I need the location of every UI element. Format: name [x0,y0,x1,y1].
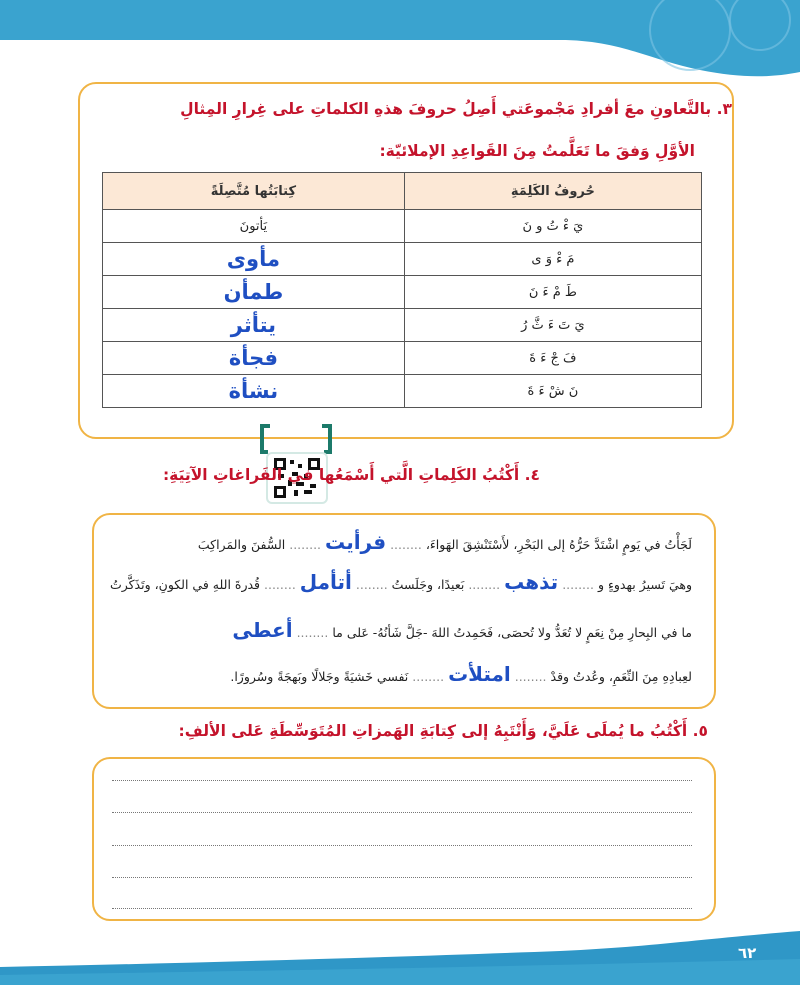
paragraph-line-2 [110,570,692,594]
paragraph-line-3 [232,618,692,642]
answer-cell[interactable]: طمأن [103,276,405,309]
paragraph-line-4 [230,662,692,686]
dots: ........ [296,625,329,640]
dots: ........ [562,577,594,592]
fill-blank[interactable]: امتلأت [448,662,511,686]
writing-line[interactable] [112,908,692,909]
letters-cell: يَ تَ ءَ ثَّ رُ [404,309,701,342]
page-number: ٦٢ [738,944,757,962]
text-segment: نَفسي خَشيَةً وجَلالًا وبَهجَةً وسُرورًا. [230,669,409,684]
quote-bracket-icon [258,424,272,454]
bottom-wave-decoration [0,925,800,985]
letters-cell: يَ ءْ تُ و نَ [404,210,701,243]
exercise-3-title-line1: ٣. بالتَّعاونِ معَ أفرادِ مَجْموعَتي أَصِلُ حروفَ هذهِ الكلماتِ على غِرارِ المِثالِ [180,100,732,118]
text-segment: لَجَأْتُ في يَومٍ اشْتَدَّ حَرُّهُ إلى البَحْرِ، لأَسْتَنْشِقَ الهَواءَ، [425,537,692,552]
writing-line[interactable] [112,877,692,878]
dots: ........ [355,577,388,592]
table-row [103,243,702,276]
paragraph-line-1 [198,530,692,554]
text-segment: بَعيدًا، وجَلَستُ [391,577,465,592]
writing-line[interactable] [112,845,692,846]
dots: ........ [390,537,422,552]
dots: ........ [289,537,322,552]
dots: ........ [514,669,547,684]
text-segment: قُدرةَ اللهِ في الكونِ، وتَذَكَّرتُ [109,577,261,592]
text-segment: لعِبادِهِ مِنَ النِّعَمِ، وعُدتُ وقدْ [550,669,692,684]
header-written: كِتابَتُها مُتَّصِلَةً [103,173,405,210]
table-row [103,276,702,309]
exercise-3-title-line2: الأوَّلِ وَفقَ ما تَعَلَّمتُ مِنَ القَواعِدِ الإملائيّة: [379,142,695,160]
fill-blank[interactable]: تذهب [504,570,559,594]
exercise-5-card [92,757,716,921]
writing-line[interactable] [112,812,692,813]
header-letters: حُروفُ الكَلِمَةِ [404,173,701,210]
answer-cell[interactable]: نشأة [103,375,405,408]
table-header-row [103,173,702,210]
dots: ........ [468,577,501,592]
letters-cell: نَ شْ ءَ ةَ [404,375,701,408]
text-segment: السُّفنَ والمَراكِبَ [197,537,286,552]
table-row [103,309,702,342]
answer-cell[interactable]: فجأة [103,342,405,375]
answer-cell[interactable]: مأوى [103,243,405,276]
letters-cell: فَ جْ ءَ ةَ [404,342,701,375]
letters-table [102,172,702,408]
writing-line[interactable] [112,780,692,781]
dots: ........ [412,669,445,684]
letters-cell: طَ مْ ءَ نَ [404,276,701,309]
top-wave-decoration [0,0,800,95]
exercise-5-title: ٥. أَكْتُبُ ما يُملَى عَلَيَّ، وَأَنْتَبِهُ إلى كِتابَةِ الهَمزاتِ المُتَوَسِّطَةِ عَلى الألفِ: [178,722,708,740]
fill-blank[interactable]: أعطى [232,618,293,642]
text-segment: وهيَ تَسيرُ بهدوءٍ و [597,577,692,592]
table-row [103,375,702,408]
dots: ........ [264,577,296,592]
qr-code[interactable] [258,424,334,504]
text-segment: ما في البِحارِ مِنْ نِعَمٍ لا تُعَدُّ ولا تُحصَى، فَحَمِدتُ اللهَ -جَلَّ شَأنُهُ- عَلى ما [332,625,692,640]
exercise-4-title: ٤. أَكْتُبُ الكَلِماتِ الَّتي أَسْمَعُها في الفَراغاتِ الآتِيَةِ: [162,466,540,484]
table-row [103,210,702,243]
answer-cell[interactable]: يتأثر [103,309,405,342]
fill-blank[interactable]: أتأمل [299,570,352,594]
table-row [103,342,702,375]
written-cell: يَأتونَ [103,210,405,243]
quote-bracket-icon [320,424,334,454]
fill-blank[interactable]: فرأيت [325,530,387,554]
letters-cell: مَ ءْ وَ ى [404,243,701,276]
